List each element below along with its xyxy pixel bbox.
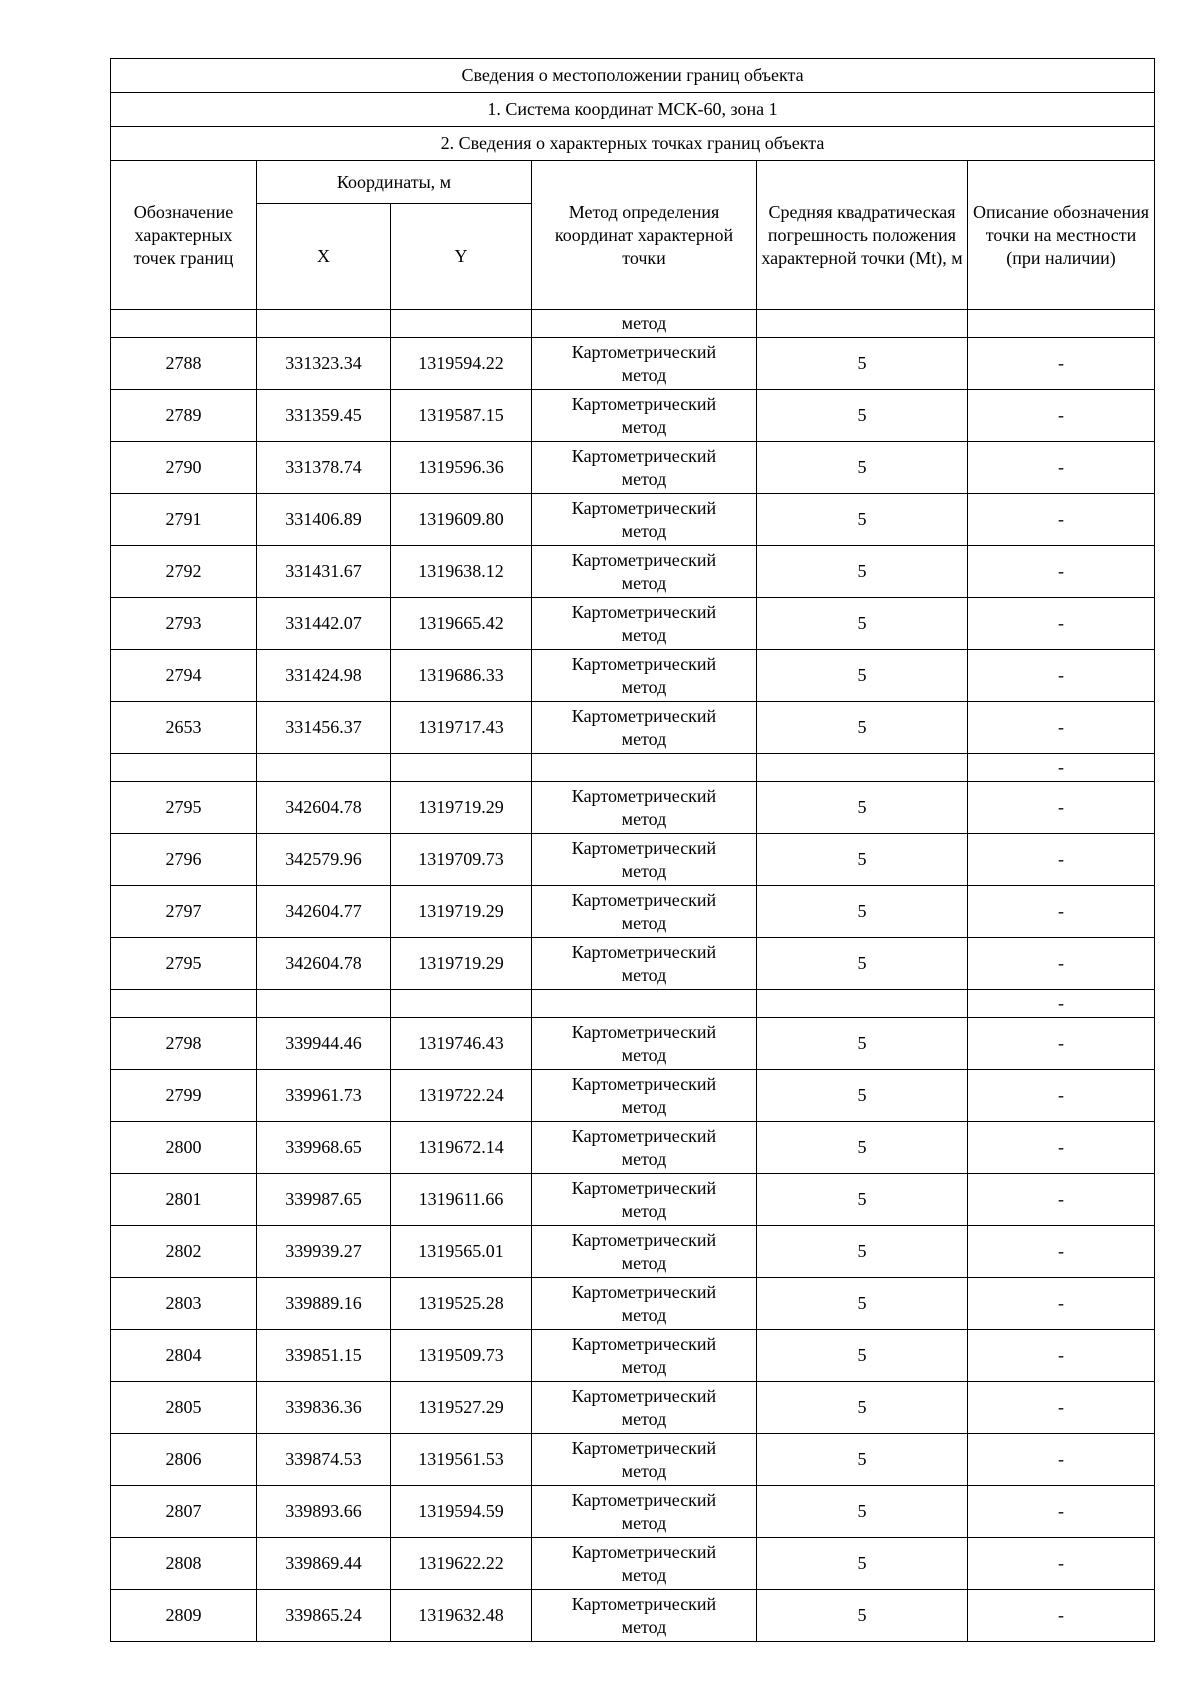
method-line-1: Картометрический [571, 785, 717, 806]
description-cell: - [968, 1278, 1155, 1330]
x-cell: 339961.73 [257, 1070, 391, 1122]
x-cell: 331378.74 [257, 442, 391, 494]
y-cell: 1319565.01 [391, 1226, 532, 1278]
point-id-cell: 2793 [111, 598, 257, 650]
method-line-2: метод [621, 1564, 667, 1585]
method-line-2: метод [621, 520, 667, 541]
description-cell: - [968, 546, 1155, 598]
y-cell: 1319746.43 [391, 1018, 532, 1070]
x-cell: 331442.07 [257, 598, 391, 650]
x-cell: 331424.98 [257, 650, 391, 702]
method-line-1: Картометрический [571, 549, 717, 570]
method-line-1: Картометрический [571, 1333, 717, 1354]
description-cell: - [968, 782, 1155, 834]
point-id-cell: 2791 [111, 494, 257, 546]
method-line-1: Картометрический [571, 497, 717, 518]
method-cell [532, 598, 757, 650]
method-cell [532, 338, 757, 390]
method-line-2: метод [621, 1096, 667, 1117]
y-cell: 1319719.29 [391, 938, 532, 990]
x-cell: 339836.36 [257, 1382, 391, 1434]
description-cell: - [968, 1382, 1155, 1434]
description-cell: - [968, 650, 1155, 702]
x-cell: 331431.67 [257, 546, 391, 598]
method-cell [532, 650, 757, 702]
table-row [111, 938, 1155, 990]
coord-system: 1. Система координат МСК-60, зона 1 [111, 93, 1155, 127]
table-row [111, 494, 1155, 546]
description-cell: - [968, 886, 1155, 938]
method-line-1: Картометрический [571, 837, 717, 858]
method-line-1: Картометрический [571, 1437, 717, 1458]
method-line-2: метод [621, 364, 667, 385]
y-cell: 1319719.29 [391, 886, 532, 938]
point-id-cell: 2796 [111, 834, 257, 886]
table-row [111, 1590, 1155, 1642]
point-id-cell: 2805 [111, 1382, 257, 1434]
method-line-2: метод [621, 912, 667, 933]
x-cell: 331323.34 [257, 338, 391, 390]
y-cell: 1319594.22 [391, 338, 532, 390]
description-cell: - [968, 598, 1155, 650]
x-cell: 339865.24 [257, 1590, 391, 1642]
x-cell: 339944.46 [257, 1018, 391, 1070]
error-cell: 5 [757, 886, 968, 938]
table-row [111, 650, 1155, 702]
y-cell: 1319525.28 [391, 1278, 532, 1330]
x-cell: 331456.37 [257, 702, 391, 754]
method-cell [532, 1122, 757, 1174]
x-cell: 339939.27 [257, 1226, 391, 1278]
description-cell: - [968, 1538, 1155, 1590]
method-line-2: метод [621, 964, 667, 985]
carryover-row [111, 310, 1155, 338]
error-cell: 5 [757, 1538, 968, 1590]
point-id-cell: 2789 [111, 390, 257, 442]
col-header-method: Метод определения координат характерной точки [532, 161, 757, 310]
table-row [111, 834, 1155, 886]
x-cell: 331359.45 [257, 390, 391, 442]
method-line-2: метод [621, 1512, 667, 1533]
point-id-cell: 2809 [111, 1590, 257, 1642]
method-cell [532, 1330, 757, 1382]
method-cell [532, 1382, 757, 1434]
error-cell: 5 [757, 1018, 968, 1070]
method-cell [532, 1278, 757, 1330]
point-id-cell: 2788 [111, 338, 257, 390]
point-id-cell: 2798 [111, 1018, 257, 1070]
method-line-2: метод [621, 468, 667, 489]
table-row [111, 1174, 1155, 1226]
table-row [111, 546, 1155, 598]
description-cell: - [968, 1070, 1155, 1122]
table-row [111, 1018, 1155, 1070]
table-row [111, 1434, 1155, 1486]
error-cell: 5 [757, 1330, 968, 1382]
group-separator-row [111, 990, 1155, 1018]
description-cell: - [968, 338, 1155, 390]
col-header-description: Описание обозначения точки на местности (при наличии) [968, 161, 1155, 310]
method-cell [532, 1070, 757, 1122]
method-line-1: Картометрический [571, 1489, 717, 1510]
description-cell: - [968, 938, 1155, 990]
point-id-cell: 2790 [111, 442, 257, 494]
method-cell [532, 1018, 757, 1070]
y-cell: 1319596.36 [391, 442, 532, 494]
description-cell: - [968, 442, 1155, 494]
description-cell: - [968, 834, 1155, 886]
method-cell [532, 1226, 757, 1278]
y-cell: 1319638.12 [391, 546, 532, 598]
error-cell: 5 [757, 1590, 968, 1642]
table-body [111, 59, 1155, 1642]
point-id-cell: 2802 [111, 1226, 257, 1278]
method-line-2: метод [621, 728, 667, 749]
y-cell: 1319622.22 [391, 1538, 532, 1590]
y-cell: 1319594.59 [391, 1486, 532, 1538]
point-id-cell: 2792 [111, 546, 257, 598]
description-cell: - [968, 390, 1155, 442]
table-row [111, 442, 1155, 494]
error-cell: 5 [757, 598, 968, 650]
method-line-1: Картометрический [571, 1021, 717, 1042]
x-cell: 342579.96 [257, 834, 391, 886]
error-cell: 5 [757, 834, 968, 886]
y-cell: 1319527.29 [391, 1382, 532, 1434]
error-cell: 5 [757, 1278, 968, 1330]
point-id-cell: 2804 [111, 1330, 257, 1382]
table-row [111, 702, 1155, 754]
point-id-cell: 2803 [111, 1278, 257, 1330]
separator-dash: - [968, 754, 1155, 782]
method-line-1: Картометрический [571, 1125, 717, 1146]
method-line-2: метод [621, 1304, 667, 1325]
description-cell: - [968, 1018, 1155, 1070]
method-cell [532, 1486, 757, 1538]
x-cell: 342604.78 [257, 782, 391, 834]
description-cell: - [968, 1590, 1155, 1642]
method-line-2: метод [621, 1616, 667, 1637]
method-line-1: Картометрический [571, 1229, 717, 1250]
table-title-row [111, 59, 1155, 93]
description-cell: - [968, 702, 1155, 754]
method-cell [532, 834, 757, 886]
method-cell [532, 1538, 757, 1590]
error-cell: 5 [757, 1122, 968, 1174]
y-cell: 1319719.29 [391, 782, 532, 834]
error-cell: 5 [757, 494, 968, 546]
y-cell: 1319587.15 [391, 390, 532, 442]
method-cell [532, 886, 757, 938]
y-cell: 1319665.42 [391, 598, 532, 650]
y-cell: 1319686.33 [391, 650, 532, 702]
description-cell: - [968, 1330, 1155, 1382]
x-cell: 339874.53 [257, 1434, 391, 1486]
method-line-2: метод [621, 676, 667, 697]
method-line-2: метод [621, 624, 667, 645]
error-cell: 5 [757, 702, 968, 754]
method-line-2: метод [621, 1200, 667, 1221]
table-title: Сведения о местоположении границ объекта [111, 59, 1155, 93]
table-row [111, 1382, 1155, 1434]
point-id-cell: 2808 [111, 1538, 257, 1590]
method-line-1: Картометрический [571, 1385, 717, 1406]
y-cell: 1319709.73 [391, 834, 532, 886]
table-row [111, 1278, 1155, 1330]
points-section-title: 2. Сведения о характерных точках границ объекта [111, 127, 1155, 161]
error-cell: 5 [757, 546, 968, 598]
x-cell: 339968.65 [257, 1122, 391, 1174]
method-cell [532, 938, 757, 990]
method-line-2: метод [621, 1252, 667, 1273]
y-cell: 1319632.48 [391, 1590, 532, 1642]
table-row [111, 1486, 1155, 1538]
table-row [111, 782, 1155, 834]
method-line-2: метод [621, 1408, 667, 1429]
x-cell: 331406.89 [257, 494, 391, 546]
method-line-1: Картометрический [571, 889, 717, 910]
method-line-1: Картометрический [571, 705, 717, 726]
col-header-error: Средняя квадратическая погрешность положения характерной точки (Mt), м [757, 161, 968, 310]
point-id-cell: 2807 [111, 1486, 257, 1538]
method-line-2: метод [621, 1356, 667, 1377]
error-cell: 5 [757, 1226, 968, 1278]
y-cell: 1319611.66 [391, 1174, 532, 1226]
table-row [111, 598, 1155, 650]
point-id-cell: 2806 [111, 1434, 257, 1486]
point-id-cell: 2799 [111, 1070, 257, 1122]
y-cell: 1319722.24 [391, 1070, 532, 1122]
method-line-1: Картометрический [571, 941, 717, 962]
carryover-method: метод [532, 310, 757, 338]
method-cell [532, 494, 757, 546]
error-cell: 5 [757, 1070, 968, 1122]
boundary-points-table [110, 58, 1155, 1642]
col-header-coords: Координаты, м [257, 161, 532, 204]
error-cell: 5 [757, 1486, 968, 1538]
error-cell: 5 [757, 938, 968, 990]
method-cell [532, 442, 757, 494]
method-line-1: Картометрический [571, 653, 717, 674]
table-row [111, 1070, 1155, 1122]
method-line-1: Картометрический [571, 341, 717, 362]
x-cell: 342604.77 [257, 886, 391, 938]
col-header-x: X [257, 204, 391, 310]
x-cell: 339889.16 [257, 1278, 391, 1330]
method-line-1: Картометрический [571, 1073, 717, 1094]
table-row [111, 338, 1155, 390]
error-cell: 5 [757, 1434, 968, 1486]
method-line-2: метод [621, 416, 667, 437]
description-cell: - [968, 494, 1155, 546]
description-cell: - [968, 1434, 1155, 1486]
method-line-1: Картометрический [571, 445, 717, 466]
method-line-1: Картометрический [571, 1593, 717, 1614]
x-cell: 339869.44 [257, 1538, 391, 1590]
point-id-cell: 2795 [111, 938, 257, 990]
method-line-2: метод [621, 572, 667, 593]
point-id-cell: 2797 [111, 886, 257, 938]
method-cell [532, 546, 757, 598]
table-row [111, 390, 1155, 442]
error-cell: 5 [757, 1382, 968, 1434]
description-cell: - [968, 1486, 1155, 1538]
method-cell [532, 702, 757, 754]
error-cell: 5 [757, 782, 968, 834]
description-cell: - [968, 1226, 1155, 1278]
table-row [111, 1122, 1155, 1174]
error-cell: 5 [757, 1174, 968, 1226]
error-cell: 5 [757, 650, 968, 702]
method-line-1: Картометрический [571, 393, 717, 414]
point-id-cell: 2794 [111, 650, 257, 702]
separator-dash: - [968, 990, 1155, 1018]
description-cell: - [968, 1174, 1155, 1226]
point-id-cell: 2795 [111, 782, 257, 834]
method-line-2: метод [621, 1148, 667, 1169]
col-header-y: Y [391, 204, 532, 310]
description-cell: - [968, 1122, 1155, 1174]
column-header-row-1 [111, 161, 1155, 204]
x-cell: 339851.15 [257, 1330, 391, 1382]
coord-system-row [111, 93, 1155, 127]
y-cell: 1319609.80 [391, 494, 532, 546]
points-section-row [111, 127, 1155, 161]
table-row [111, 1538, 1155, 1590]
method-cell [532, 1434, 757, 1486]
table-row [111, 1226, 1155, 1278]
method-line-2: метод [621, 1460, 667, 1481]
method-line-1: Картометрический [571, 1281, 717, 1302]
method-line-2: метод [621, 1044, 667, 1065]
method-line-2: метод [621, 860, 667, 881]
method-line-1: Картометрический [571, 1541, 717, 1562]
y-cell: 1319509.73 [391, 1330, 532, 1382]
point-id-cell: 2801 [111, 1174, 257, 1226]
method-cell [532, 1174, 757, 1226]
method-line-2: метод [621, 808, 667, 829]
x-cell: 339893.66 [257, 1486, 391, 1538]
method-line-1: Картометрический [571, 1177, 717, 1198]
col-header-point-id: Обозначение характерных точек границ [111, 161, 257, 310]
method-cell [532, 1590, 757, 1642]
method-line-1: Картометрический [571, 601, 717, 622]
table-row [111, 1330, 1155, 1382]
x-cell: 339987.65 [257, 1174, 391, 1226]
y-cell: 1319717.43 [391, 702, 532, 754]
x-cell: 342604.78 [257, 938, 391, 990]
method-cell [532, 390, 757, 442]
error-cell: 5 [757, 390, 968, 442]
table-row [111, 886, 1155, 938]
point-id-cell: 2653 [111, 702, 257, 754]
error-cell: 5 [757, 442, 968, 494]
y-cell: 1319672.14 [391, 1122, 532, 1174]
group-separator-row [111, 754, 1155, 782]
error-cell: 5 [757, 338, 968, 390]
y-cell: 1319561.53 [391, 1434, 532, 1486]
method-cell [532, 782, 757, 834]
point-id-cell: 2800 [111, 1122, 257, 1174]
